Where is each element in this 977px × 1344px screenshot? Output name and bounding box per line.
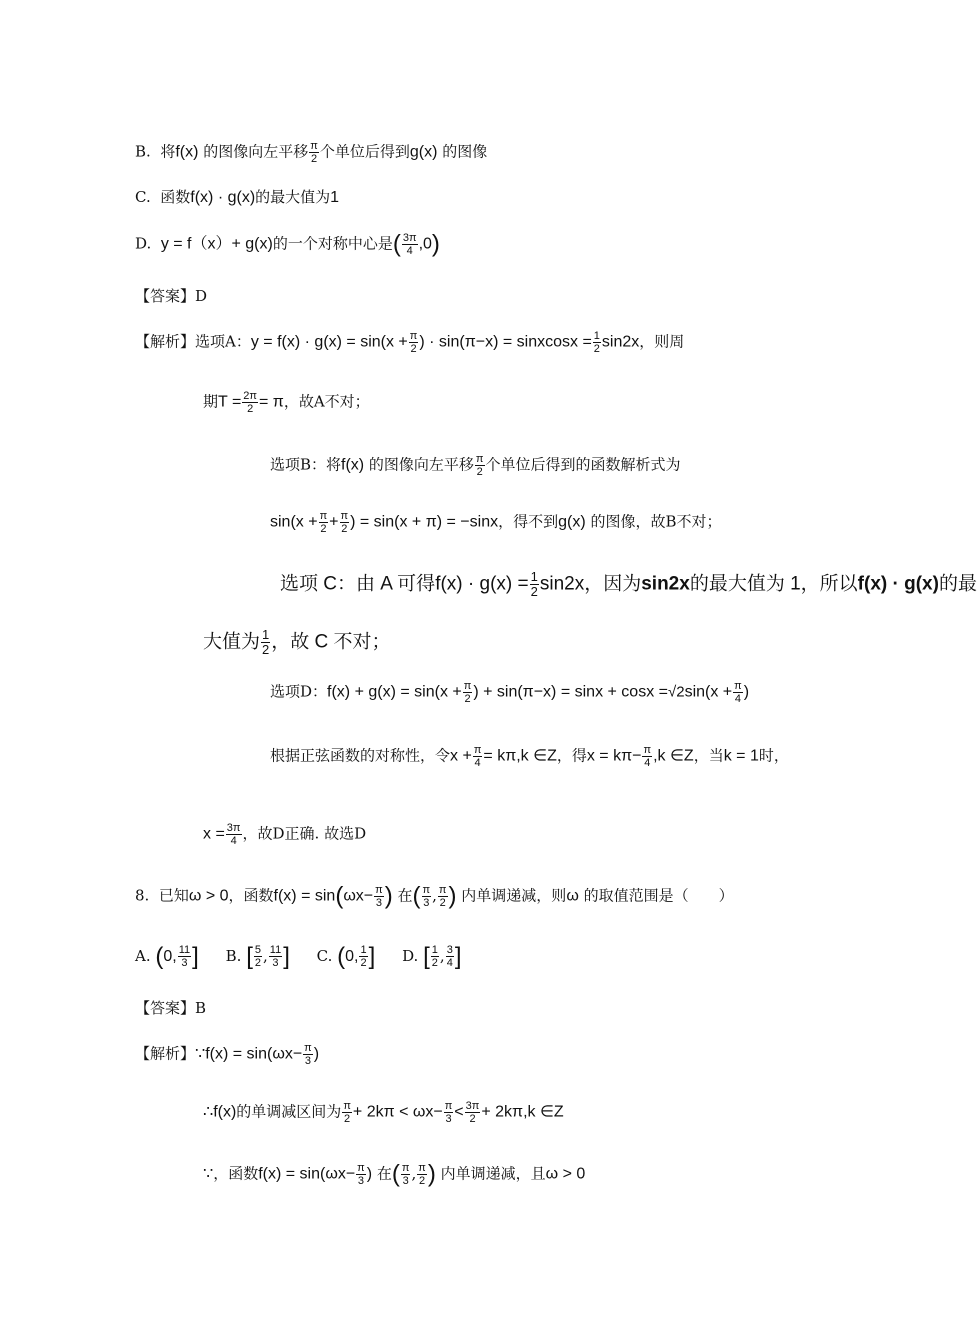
q8-analysis-2: ∴f(x)的单调减区间为 $\frac{\pi}{2}$ + 2kπ < ωx− $\frac{\pi}{3}$ < $\frac{3\pi}{2}$ + 2kπ,k ∈Z <box>203 1100 564 1125</box>
q8-answer <box>135 998 206 1018</box>
fraction: $\frac{11}{3}$ <box>178 944 191 969</box>
fraction: $\frac{11}{3}$ <box>269 944 282 969</box>
fraction: $\frac{1}{2}$ <box>593 330 600 355</box>
fraction: $\frac{\pi}{2}$ <box>343 1100 351 1125</box>
fraction: $\frac{1}{2}$ <box>262 627 270 657</box>
q7-analysis-b2: sin(x + $\frac{\pi}{2}$ + $\frac{\pi}{2}$ ) = sin(x + π) = −sinx，得不到g(x) 的图像，故B不对； <box>270 510 722 535</box>
q7-option-c: C. 函数f(x) · g(x)的最大值为1 <box>135 188 340 206</box>
fraction: $\frac{1}{2}$ <box>360 944 367 969</box>
q8-analysis-1: 【解析】∵f(x) = sin(ωx− $\frac{\pi}{3}$ ) <box>135 1042 320 1067</box>
fraction: $\frac{3}{4}$ <box>446 944 453 969</box>
q7-analysis-f: x = $\frac{3\pi}{4}$ ，故D正确. 故选D <box>203 822 367 847</box>
fraction: $\frac{\pi}{4}$ <box>734 680 742 705</box>
fraction: $\frac{\pi}{2}$ <box>409 330 418 355</box>
option-label: C. <box>135 188 151 206</box>
q7-analysis-period: 期T = $\frac{2\pi}{2}$ = π，故A不对； <box>203 390 370 415</box>
option-label: D. <box>135 234 152 253</box>
q7-analysis-b: 选项B：将f(x) 的图像向左平移 $\frac{\pi}{2}$ 个单位后得到的函数解析式为 <box>270 453 681 478</box>
fraction: $\frac{\pi}{2}$ <box>475 453 484 478</box>
fraction: $\frac{3\pi}{4}$ <box>402 232 417 257</box>
fraction: $\frac{\pi}{4}$ <box>473 744 482 769</box>
answer-value: B <box>195 999 207 1017</box>
fraction: $\frac{\pi}{2}$ <box>438 884 447 909</box>
q7-answer <box>135 286 207 306</box>
fraction: $\frac{\pi}{2}$ <box>310 140 318 165</box>
option-d: D. [ $\frac{1}{2}$ , $\frac{3}{4}$ ] <box>402 942 462 970</box>
answer-value: D <box>195 287 208 305</box>
fraction: $\frac{5}{2}$ <box>254 944 261 969</box>
q8-analysis-3: ∵，函数f(x) = sin(ωx− $\frac{\pi}{3}$ ) 在( $\frac{\pi}{3}$ , $\frac{\pi}{2}$ ) 内单调递减，且ω > 0 <box>203 1160 586 1188</box>
q7-analysis-a: 【解析】选项A：y = f(x) · g(x) = sin(x + $\frac{\pi}{2}$ ) · sin(π−x) = sinxcosx = $\frac{1}{2}$ sin2x，则周 <box>135 330 685 355</box>
question-number: 8. <box>135 886 150 905</box>
fraction: $\frac{\pi}{4}$ <box>643 744 652 769</box>
fraction: $\frac{\pi}{2}$ <box>319 510 328 535</box>
fraction: $\frac{3\pi}{4}$ <box>226 822 241 847</box>
fraction: $\frac{\pi}{2}$ <box>463 680 472 705</box>
fraction: $\frac{1}{2}$ <box>530 569 538 599</box>
q7-analysis-d: 选项D：f(x) + g(x) = sin(x + $\frac{\pi}{2}$ ) + sin(π−x) = sinx + cosx =√2sin(x + $\frac{\pi}{4}$ ) <box>270 680 750 705</box>
q7-option-b: B. 将f(x) 的图像向左平移 $\frac{\pi}{2}$ 个单位后得到g(x) 的图像 <box>135 140 488 165</box>
fraction: $\frac{2\pi}{2}$ <box>243 390 258 415</box>
sqrt-symbol: √2 <box>668 683 685 701</box>
option-c: C. (0, $\frac{1}{2}$ ] <box>316 942 376 970</box>
option-a: A. (0, $\frac{11}{3}$ ] <box>135 942 199 970</box>
fraction: $\frac{1}{2}$ <box>431 944 438 969</box>
q7-analysis-c: 选项 C：由 A 可得f(x) · g(x) = $\frac{1}{2}$ sin2x，因为sin2x的最大值为 1，所以f(x) · g(x)的最 <box>280 569 977 599</box>
fraction: $\frac{\pi}{3}$ <box>422 884 431 909</box>
q7-analysis-e: 根据正弦函数的对称性，令x + $\frac{\pi}{4}$ = kπ,k ∈Z，得x = kπ− $\frac{\pi}{4}$ ,k ∈Z，当k = 1时， <box>270 744 789 769</box>
q8-options <box>135 944 461 969</box>
analysis-tag: 【解析】 <box>135 1044 196 1063</box>
answer-tag: 【答案】 <box>135 287 196 305</box>
fraction: $\frac{3\pi}{2}$ <box>465 1100 480 1125</box>
analysis-tag: 【解析】 <box>135 332 196 351</box>
fraction: $\frac{\pi}{3}$ <box>444 1100 453 1125</box>
fraction: $\frac{\pi}{3}$ <box>375 884 383 909</box>
q8-stem: 8. 已知ω > 0，函数f(x) = sin(ωx− $\frac{\pi}{3}$ ) 在( $\frac{\pi}{3}$ , $\frac{\pi}{2}$ ) 内单调递减，则ω 的取值范围是（ ） <box>135 882 734 910</box>
fraction: $\frac{\pi}{3}$ <box>401 1162 410 1187</box>
fraction: $\frac{\pi}{2}$ <box>418 1162 426 1187</box>
option-b: B. [ $\frac{5}{2}$ , $\frac{11}{3}$ ] <box>225 942 290 970</box>
q7-analysis-c2: 大值为 $\frac{1}{2}$ ，故 C 不对； <box>203 627 391 657</box>
option-label: B. <box>135 142 151 161</box>
fraction: $\frac{\pi}{3}$ <box>304 1042 312 1067</box>
fraction: $\frac{\pi}{3}$ <box>357 1162 365 1187</box>
answer-tag: 【答案】 <box>135 999 196 1017</box>
q7-option-d: D. y = f（x）+ g(x)的一个对称中心是( $\frac{3\pi}{4}$ ,0) <box>135 230 440 258</box>
fraction: $\frac{\pi}{2}$ <box>340 510 349 535</box>
